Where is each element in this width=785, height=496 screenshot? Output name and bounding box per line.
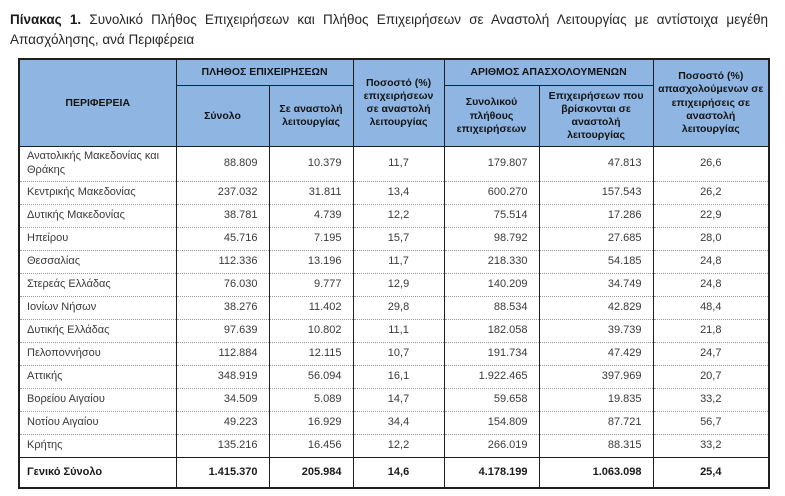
value-cell: 19.835 — [539, 389, 653, 412]
value-cell: 157.543 — [539, 182, 653, 205]
value-cell: 16.456 — [269, 435, 353, 458]
value-cell: 24,7 — [653, 343, 769, 366]
value-cell: 75.514 — [444, 205, 539, 228]
value-cell: 26,2 — [653, 182, 769, 205]
value-cell: 88.809 — [176, 147, 269, 182]
value-cell: 56,7 — [653, 412, 769, 435]
value-cell: 24,8 — [653, 251, 769, 274]
region-cell: Βορείου Αιγαίου — [19, 389, 176, 412]
table-row — [19, 343, 769, 366]
value-cell: 9.777 — [269, 274, 353, 297]
value-cell: 13,4 — [353, 182, 444, 205]
total-cell: 205.984 — [269, 458, 353, 489]
value-cell: 11.402 — [269, 297, 353, 320]
value-cell: 38.781 — [176, 205, 269, 228]
total-cell: 14,6 — [353, 458, 444, 489]
total-cell: 4.178.199 — [444, 458, 539, 489]
total-cell: 1.063.098 — [539, 458, 653, 489]
header-pct-businesses: Ποσοστό (%) επιχειρήσεων σε αναστολή λειτουργίας — [353, 59, 444, 147]
header-group-employees: ΑΡΙΘΜΟΣ ΑΠΑΣΧΟΛΟΥΜΕΝΩΝ — [444, 59, 653, 86]
value-cell: 47.429 — [539, 343, 653, 366]
value-cell: 218.330 — [444, 251, 539, 274]
value-cell: 45.716 — [176, 228, 269, 251]
value-cell: 88.534 — [444, 297, 539, 320]
value-cell: 29,8 — [353, 297, 444, 320]
header-businesses-total: Σύνολο — [176, 86, 269, 147]
value-cell: 7.195 — [269, 228, 353, 251]
table-row — [19, 320, 769, 343]
table-row — [19, 435, 769, 458]
value-cell: 600.270 — [444, 182, 539, 205]
table-row — [19, 274, 769, 297]
value-cell: 12.115 — [269, 343, 353, 366]
value-cell: 266.019 — [444, 435, 539, 458]
value-cell: 26,6 — [653, 147, 769, 182]
header-businesses-suspended: Σε αναστολή λειτουργίας — [269, 86, 353, 147]
value-cell: 14,7 — [353, 389, 444, 412]
value-cell: 135.216 — [176, 435, 269, 458]
value-cell: 87.721 — [539, 412, 653, 435]
value-cell: 27.685 — [539, 228, 653, 251]
value-cell: 17.286 — [539, 205, 653, 228]
value-cell: 47.813 — [539, 147, 653, 182]
value-cell: 5.089 — [269, 389, 353, 412]
region-cell: Ιονίων Νήσων — [19, 297, 176, 320]
value-cell: 179.807 — [444, 147, 539, 182]
table-row — [19, 366, 769, 389]
total-label: Γενικό Σύνολο — [19, 458, 176, 489]
region-cell: Αττικής — [19, 366, 176, 389]
value-cell: 16.929 — [269, 412, 353, 435]
total-cell: 1.415.370 — [176, 458, 269, 489]
table-header — [19, 59, 769, 147]
value-cell: 88.315 — [539, 435, 653, 458]
value-cell: 42.829 — [539, 297, 653, 320]
value-cell: 15,7 — [353, 228, 444, 251]
regions-table — [18, 58, 770, 489]
header-employees-suspended: Επιχειρήσεων που βρίσκονται σε αναστολή λειτουργίας — [539, 86, 653, 147]
value-cell: 13.196 — [269, 251, 353, 274]
region-cell: Ηπείρου — [19, 228, 176, 251]
value-cell: 48,4 — [653, 297, 769, 320]
region-cell: Κρήτης — [19, 435, 176, 458]
value-cell: 182.058 — [444, 320, 539, 343]
table-footer — [19, 458, 769, 489]
table-caption-text: Συνολικό Πλήθος Επιχειρήσεων και Πλήθος Επιχειρήσεων σε Αναστολή Λειτουργίας με αντίστοιχα μεγέθη Απασχόλησης, ανά Περιφέρεια — [10, 12, 768, 47]
value-cell: 20,7 — [653, 366, 769, 389]
value-cell: 140.209 — [444, 274, 539, 297]
value-cell: 49.223 — [176, 412, 269, 435]
header-employees-total: Συνολικού πλήθους επιχειρήσεων — [444, 86, 539, 147]
value-cell: 33,2 — [653, 435, 769, 458]
value-cell: 237.032 — [176, 182, 269, 205]
value-cell: 16,1 — [353, 366, 444, 389]
value-cell: 98.792 — [444, 228, 539, 251]
total-cell: 25,4 — [653, 458, 769, 489]
value-cell: 38.276 — [176, 297, 269, 320]
value-cell: 21,8 — [653, 320, 769, 343]
table-caption-number: Πίνακας 1. — [10, 12, 82, 27]
table-row — [19, 147, 769, 182]
value-cell: 54.185 — [539, 251, 653, 274]
value-cell: 11,1 — [353, 320, 444, 343]
table-row — [19, 251, 769, 274]
value-cell: 12,2 — [353, 205, 444, 228]
value-cell: 28,0 — [653, 228, 769, 251]
value-cell: 24,8 — [653, 274, 769, 297]
document-page — [0, 10, 785, 496]
value-cell: 11,7 — [353, 147, 444, 182]
table-row — [19, 205, 769, 228]
value-cell: 11,7 — [353, 251, 444, 274]
region-cell: Ανατολικής Μακεδονίας και Θράκης — [19, 147, 176, 182]
value-cell: 33,2 — [653, 389, 769, 412]
value-cell: 10.379 — [269, 147, 353, 182]
value-cell: 31.811 — [269, 182, 353, 205]
value-cell: 56.094 — [269, 366, 353, 389]
value-cell: 10.802 — [269, 320, 353, 343]
header-region: ΠΕΡΙΦΕΡΕΙΑ — [19, 59, 176, 147]
value-cell: 34.509 — [176, 389, 269, 412]
value-cell: 12,2 — [353, 435, 444, 458]
value-cell: 348.919 — [176, 366, 269, 389]
table-row — [19, 182, 769, 205]
total-row — [19, 458, 769, 489]
region-cell: Κεντρικής Μακεδονίας — [19, 182, 176, 205]
value-cell: 191.734 — [444, 343, 539, 366]
region-cell: Πελοποννήσου — [19, 343, 176, 366]
table-row — [19, 389, 769, 412]
region-cell: Δυτικής Μακεδονίας — [19, 205, 176, 228]
region-cell: Νοτίου Αιγαίου — [19, 412, 176, 435]
table-row — [19, 228, 769, 251]
value-cell: 34,4 — [353, 412, 444, 435]
value-cell: 1.922.465 — [444, 366, 539, 389]
value-cell: 4.739 — [269, 205, 353, 228]
header-pct-employees: Ποσοστό (%) απασχολούμενων σε επιχειρήσεις σε αναστολή λειτουργίας — [653, 59, 769, 147]
value-cell: 76.030 — [176, 274, 269, 297]
value-cell: 22,9 — [653, 205, 769, 228]
header-group-row — [19, 59, 769, 86]
region-cell: Θεσσαλίας — [19, 251, 176, 274]
table-body — [19, 147, 769, 458]
table-caption — [10, 10, 768, 49]
value-cell: 10,7 — [353, 343, 444, 366]
value-cell: 12,9 — [353, 274, 444, 297]
value-cell: 59.658 — [444, 389, 539, 412]
table-row — [19, 412, 769, 435]
value-cell: 39.739 — [539, 320, 653, 343]
value-cell: 97.639 — [176, 320, 269, 343]
value-cell: 34.749 — [539, 274, 653, 297]
value-cell: 112.884 — [176, 343, 269, 366]
region-cell: Δυτικής Ελλάδας — [19, 320, 176, 343]
value-cell: 112.336 — [176, 251, 269, 274]
header-group-businesses: ΠΛΗΘΟΣ ΕΠΙΧΕΙΡΗΣΕΩΝ — [176, 59, 353, 86]
value-cell: 397.969 — [539, 366, 653, 389]
region-cell: Στερεάς Ελλάδας — [19, 274, 176, 297]
value-cell: 154.809 — [444, 412, 539, 435]
table-row — [19, 297, 769, 320]
